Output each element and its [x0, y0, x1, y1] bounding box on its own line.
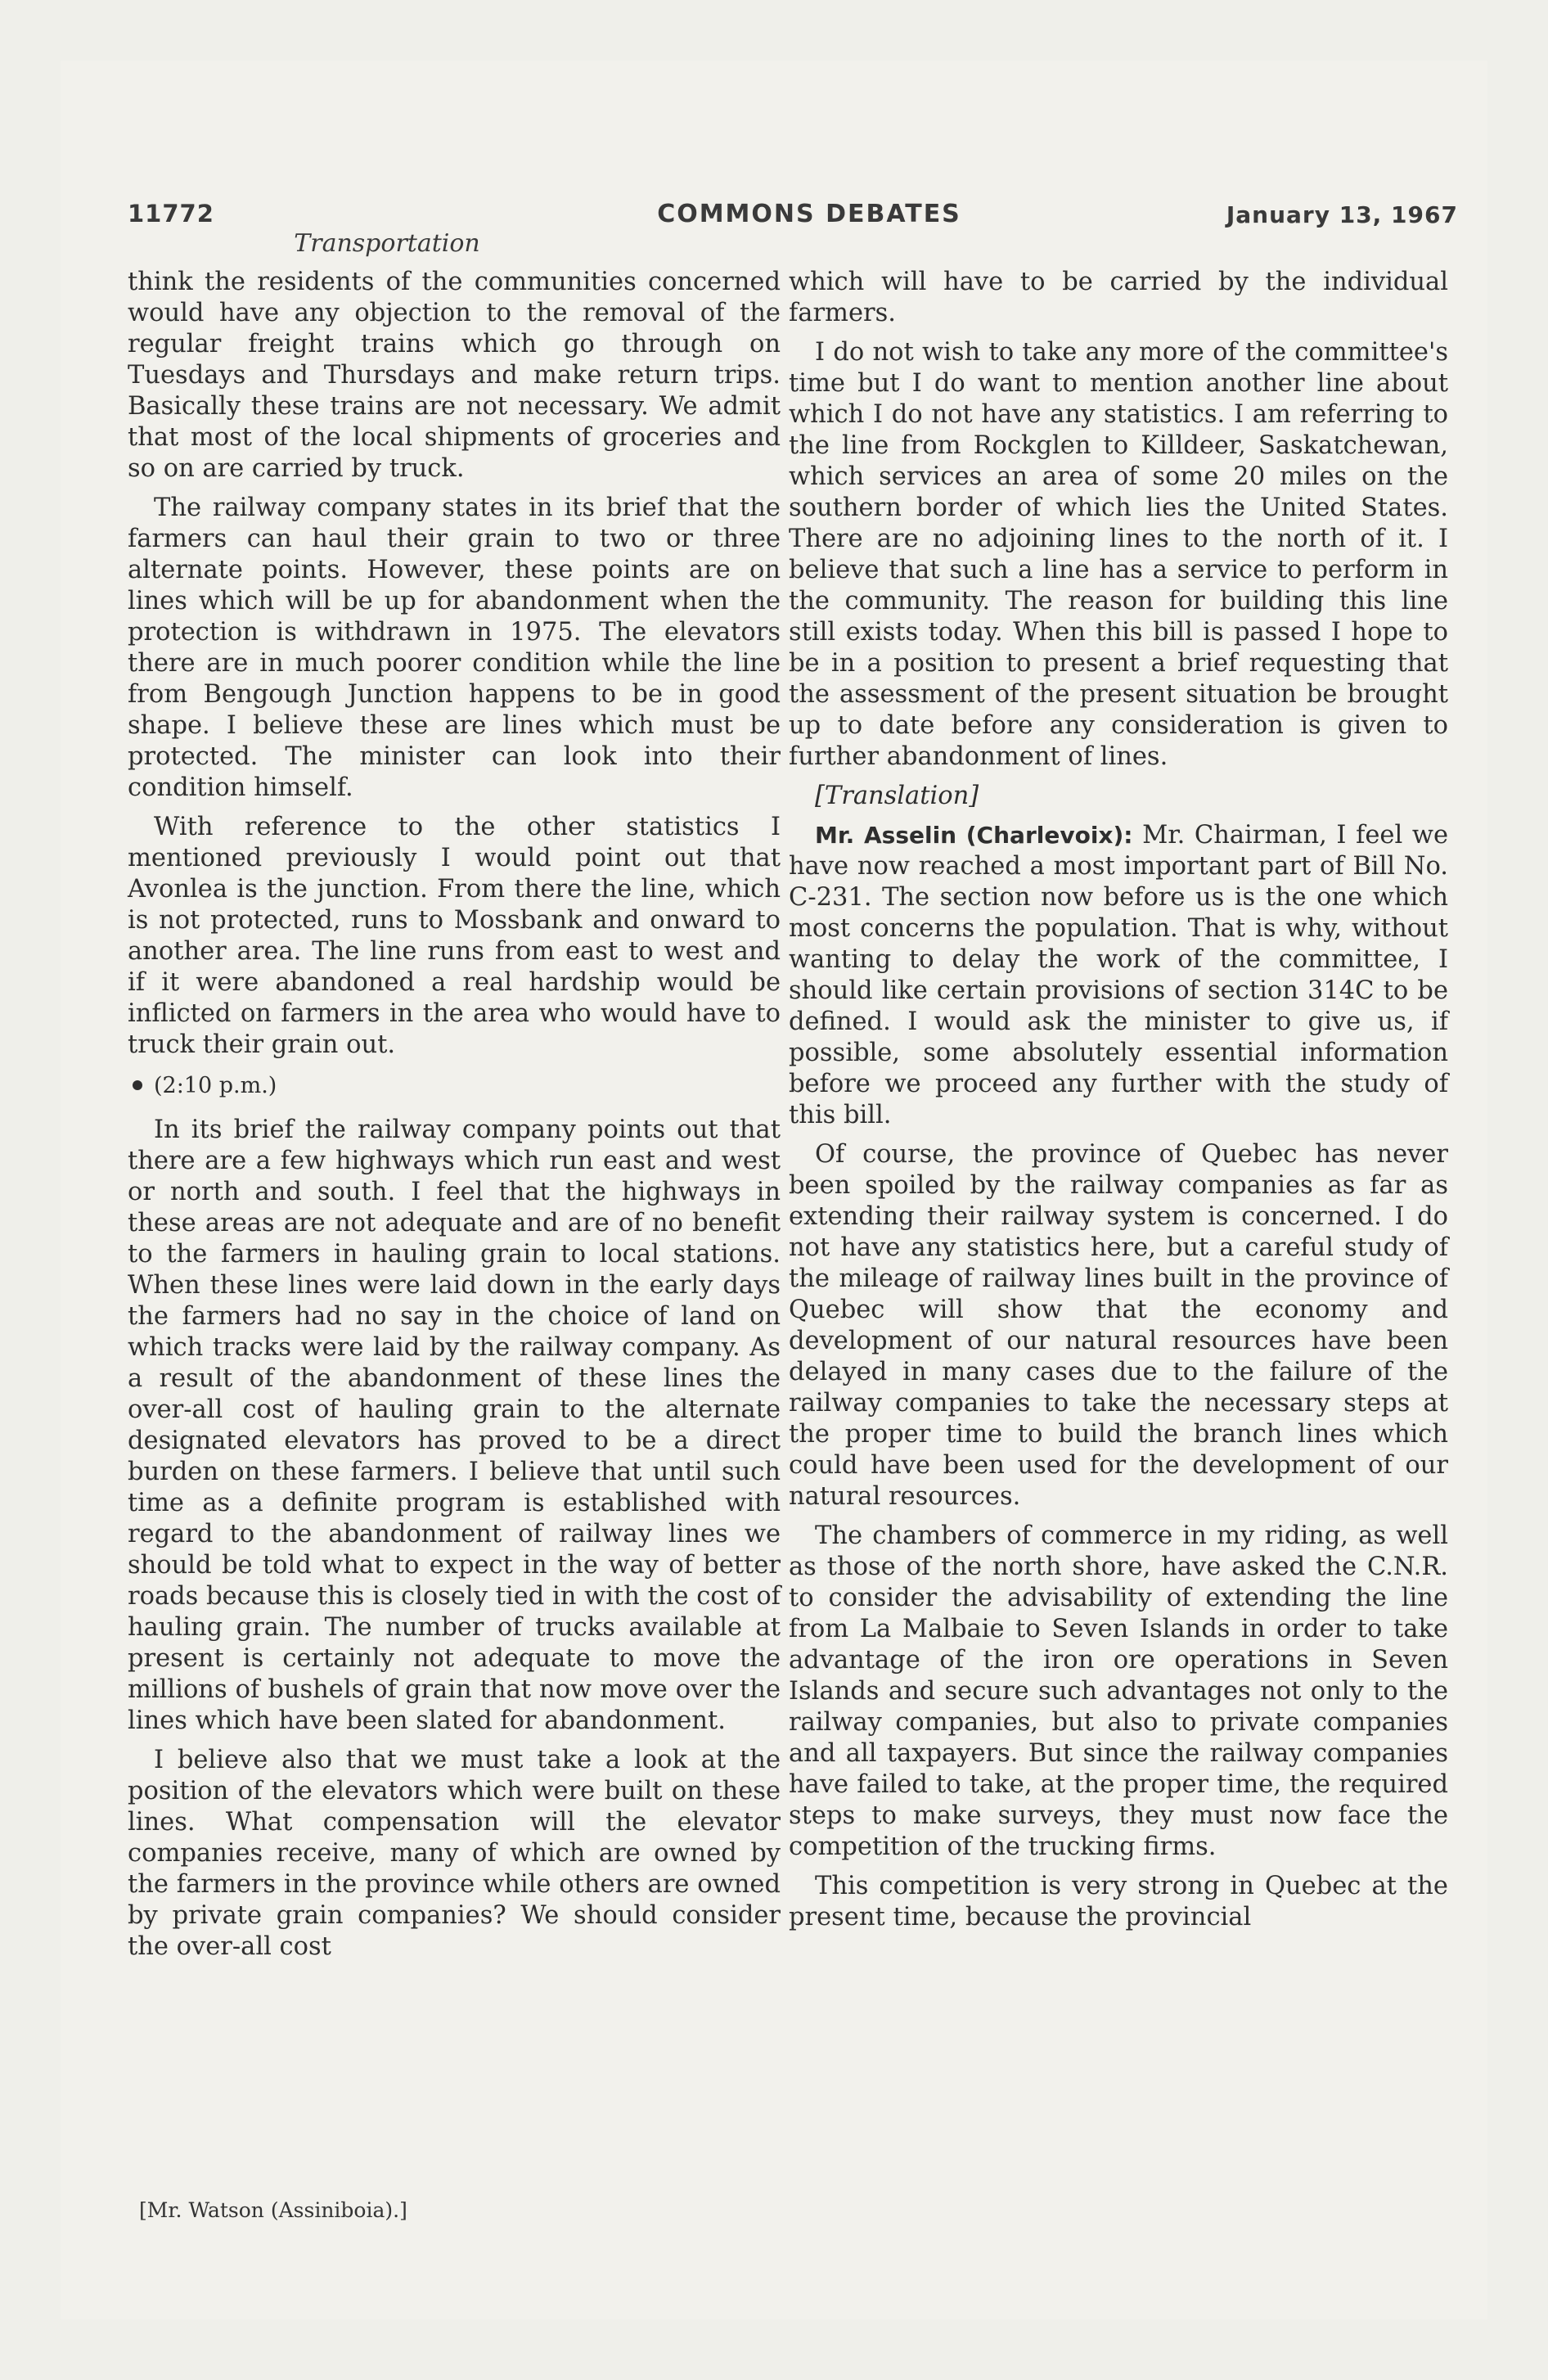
- left-paragraph-3: With reference to the other statistics I mentioned previously I would point out that Avonlea is the junction. From there the line, which is not protected, runs to Mossbank and onward to another area. The line runs from east to west and if it were abandoned a real hardship would be inflicted on farmers in the area who would have to truck their grain out.: [128, 813, 781, 1059]
- right-paragraph-6: This competition is very strong in Quebec at the present time, because the provincial: [789, 1872, 1448, 1931]
- left-column: [128, 267, 781, 1971]
- document-page: [61, 61, 1487, 2319]
- left-paragraph-5: I believe also that we must take a look at the position of the elevators which were built on these lines. What compensation will the elevator companies receive, many of which are owned by the farmers in the province while others are owned by private grain companies? We should consider the over-all cost: [128, 1746, 781, 1961]
- right-paragraph-3: [789, 820, 1448, 1131]
- speech-text: Mr. Chairman, I feel we have now reached a most important part of Bill No. C-231. The section now before us is the one which most concerns the population. That is why, without wanting to delay the work of the committee, I should like certain provisions of section 314C to be defined. I would ask the minister to give us, if possible, some absolutely essential information before we proceed any further with the study of this bill.: [789, 821, 1448, 1129]
- left-paragraph-2: The railway company states in its brief that the farmers can haul their grain to two or three alternate points. However, these points are on lines which will be up for abandonment when the protection is withdrawn in 1975. The elevators there are in much poorer condition while the line from Bengough Junction happens to be in good shape. I believe these are lines which must be protected. The minister can look into their condition himself.: [128, 494, 781, 802]
- left-paragraph-4: In its brief the railway company points out that there are a few highways which run east and west or north and south. I feel that the highways in these areas are not adequate and are of no benefit to the farmers in hauling grain to local stations. When these lines were laid down in the early days the farmers had no say in the choice of land on which tracks were laid by the railway company. As a result of the abandonment of these lines the over-all cost of hauling grain to the alternate designated elevators has proved to be a direct burden on these farmers. I believe that until such time as a definite program is established with regard to the abandonment of railway lines we should be told what to expect in the way of better roads because this is closely tied in with the cost of hauling grain. The number of trucks available at present is certainly not adequate to move the millions of bushels of grain that now move over the lines which have been slated for abandonment.: [128, 1116, 781, 1735]
- translation-marker: [Translation]: [815, 782, 979, 810]
- issue-date: January 13, 1967: [1226, 201, 1458, 228]
- right-paragraph-2: I do not wish to take any more of the committee's time but I do want to mention another line about which I do not have any statistics. I am referring to the line from Rockglen to Killdeer, Saskatchewan, which services an area of some 20 miles on the southern border of which lies the United States. There are no adjoining lines to the north of it. I believe that such a line has a service to perform in the community. The reason for building this line still exists today. When this bill is passed I hope to be in a position to present a brief requesting that the assessment of the present situation be brought up to date before any consideration is given to further abandonment of lines.: [789, 338, 1448, 771]
- page-number: 11772: [128, 200, 214, 228]
- right-column: [789, 267, 1448, 1941]
- left-paragraph-1: think the residents of the communities concerned would have any objection to the removal of the regular freight trains which go through on Tuesdays and Thursdays and make return trips. Basically these trains are not necessary. We admit that most of the local shipments of groceries and so on are carried by truck.: [128, 268, 781, 483]
- right-paragraph-4: Of course, the province of Quebec has never been spoiled by the railway companies as far as extending their railway system is concerned. I do not have any statistics here, but a careful study of the mileage of railway lines built in the province of Quebec will show that the economy and development of our natural resources have been delayed in many cases due to the failure of the railway companies to take the necessary steps at the proper time to build the branch lines which could have been used for the development of our natural resources.: [789, 1140, 1448, 1511]
- time-marker-text: (2:10 p.m.): [154, 1073, 277, 1098]
- right-paragraph-5: The chambers of commerce in my riding, as well as those of the north shore, have asked the C.N.R. to consider the advisability of extending the line from La Malbaie to Seven Islands in order to take advantage of the iron ore operations in Seven Islands and secure such advantages not only to the railway companies, but also to private companies and all taxpayers. But since the railway companies have failed to take, at the proper time, the required steps to make surveys, they must now face the competition of the trucking firms.: [789, 1521, 1448, 1861]
- right-paragraph-1: which will have to be carried by the individual farmers.: [789, 268, 1448, 327]
- journal-title: COMMONS DEBATES: [657, 200, 961, 228]
- time-marker: [128, 1072, 781, 1100]
- bullet-icon: [133, 1080, 142, 1090]
- speaker-footer: [Mr. Watson (Assiniboia).]: [139, 2198, 407, 2222]
- section-subject: Transportation: [294, 229, 480, 258]
- speaker-name: Mr. Asselin (Charlevoix):: [815, 822, 1133, 849]
